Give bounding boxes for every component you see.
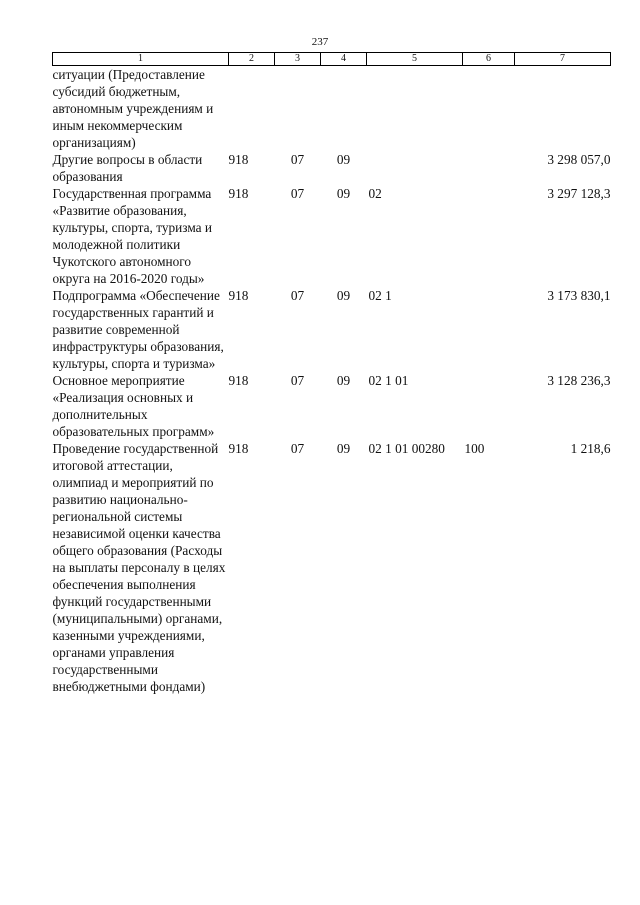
- section-code: 07: [290, 152, 305, 167]
- amount: 3 297 128,3: [547, 186, 611, 201]
- target-article-code: [367, 151, 463, 185]
- header-row: [53, 53, 611, 66]
- ministry-code: 918: [228, 441, 249, 456]
- subsection-code: 09: [336, 441, 351, 456]
- page-number: 237: [311, 36, 329, 48]
- table-row: [53, 66, 611, 152]
- section-code: [275, 66, 321, 152]
- amount: [515, 66, 611, 152]
- section-code: 07: [290, 288, 305, 303]
- section-code: 07: [290, 186, 305, 201]
- header-col-7: 7: [515, 53, 611, 66]
- table-row: [53, 287, 611, 372]
- ministry-code: 918: [228, 288, 249, 303]
- table-header: [53, 53, 611, 66]
- section-code: 07: [290, 373, 305, 388]
- section-code: 07: [290, 441, 305, 456]
- expense-type-code: [463, 66, 515, 152]
- expense-type-code: [463, 287, 515, 372]
- expense-type-code: [463, 372, 515, 440]
- header-col-1: 1: [53, 53, 229, 66]
- table-row: [53, 185, 611, 287]
- ministry-code: 918: [228, 373, 249, 388]
- subsection-code: [321, 66, 367, 152]
- subsection-code: 09: [336, 152, 351, 167]
- target-article-code: [367, 66, 463, 152]
- target-article-code: 02 1: [368, 288, 392, 303]
- subsection-code: 09: [336, 186, 351, 201]
- expense-type-code: [463, 185, 515, 287]
- expense-type-code: 100: [464, 441, 485, 456]
- header-col-2: 2: [229, 53, 275, 66]
- header-col-5: 5: [367, 53, 463, 66]
- amount: 3 173 830,1: [547, 288, 611, 303]
- budget-table: [52, 52, 611, 695]
- expense-type-code: [463, 151, 515, 185]
- ministry-code: [229, 66, 275, 152]
- row-name: Проведение государственной итоговой аттестации, олимпиад и мероприятий по развитию национально-региональной системы независимой оценки качества общего образования (Расходы на выплаты персоналу в целях обеспечения выполнения функций государственными (муниципальными) органами, казенными учреждениями, органами управления государственными внебюджетными фондами): [52, 441, 226, 694]
- row-name: Другие вопросы в области образования: [52, 152, 203, 184]
- row-name: Основное мероприятие «Реализация основных и дополнительных образовательных программ»: [52, 373, 215, 439]
- target-article-code: 02 1 01 00280: [368, 441, 445, 456]
- target-article-code: 02: [368, 186, 382, 201]
- row-name: Государственная программа «Развитие образования, культуры, спорта, туризма и молодежной политики Чукотского автономного округа на 2016-2020 годы»: [52, 186, 212, 286]
- subsection-code: 09: [336, 288, 351, 303]
- table-row: [53, 372, 611, 440]
- table-row: [53, 440, 611, 695]
- amount: 3 298 057,0: [547, 152, 611, 167]
- ministry-code: 918: [228, 186, 249, 201]
- header-col-6: 6: [463, 53, 515, 66]
- table-row: [53, 151, 611, 185]
- target-article-code: 02 1 01: [368, 373, 409, 388]
- header-col-4: 4: [321, 53, 367, 66]
- table-body: [53, 66, 611, 696]
- subsection-code: 09: [336, 373, 351, 388]
- ministry-code: 918: [228, 152, 249, 167]
- header-col-3: 3: [275, 53, 321, 66]
- amount: 3 128 236,3: [547, 373, 611, 388]
- amount: 1 218,6: [570, 441, 611, 456]
- row-name: ситуации (Предоставление субсидий бюджетным, автономным учреждениям и иным некоммерческим организациям): [52, 67, 214, 150]
- row-name: Подпрограмма «Обеспечение государственных гарантий и развитие современной инфраструктуры образования, культуры, спорта и туризма»: [52, 288, 224, 371]
